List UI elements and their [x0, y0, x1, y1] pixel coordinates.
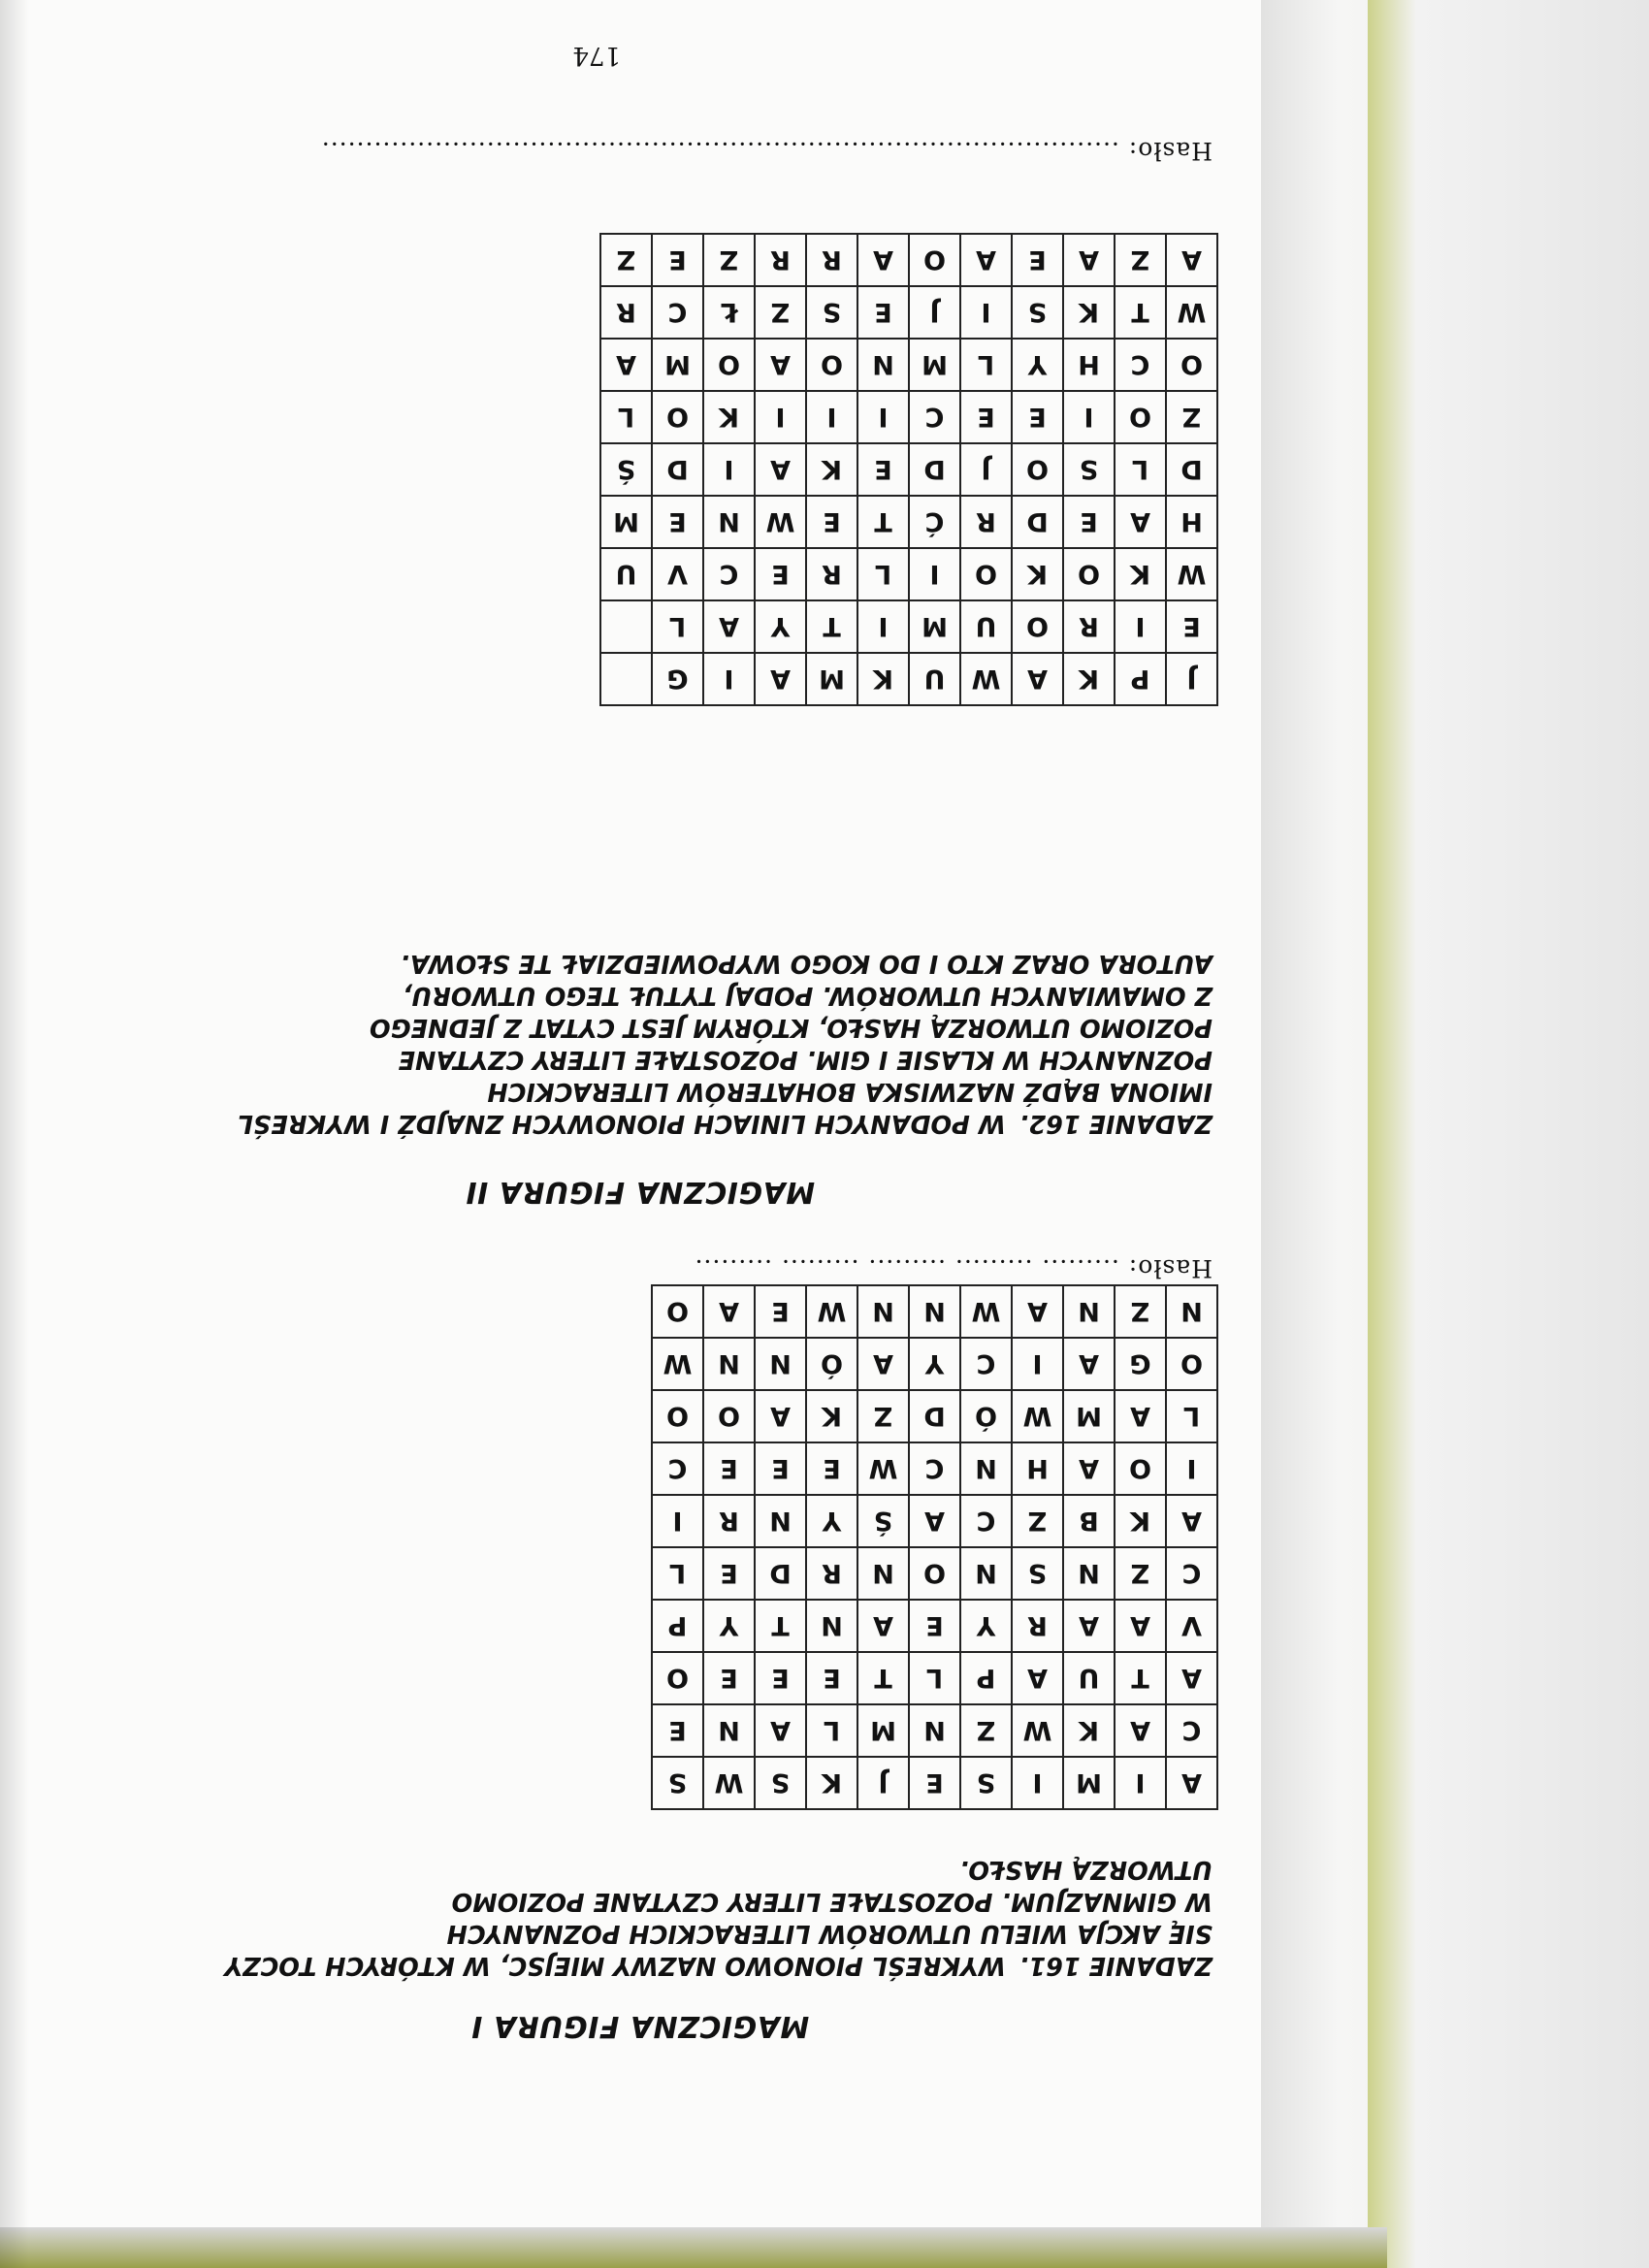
grid-cell[interactable]: N [755, 1495, 806, 1547]
answer-line-2 [321, 137, 1212, 165]
answer-blank[interactable]: ......... ......... ......... ......... ......... [694, 1254, 1119, 1282]
grid-cell[interactable]: O [909, 234, 960, 286]
grid-cell[interactable] [600, 600, 652, 653]
grid-cell[interactable]: M [600, 496, 652, 548]
grid-cell[interactable]: I [1115, 600, 1166, 653]
instruction-line: UTWORZĄ HASŁO. [959, 1855, 1212, 1884]
grid-row [652, 1442, 1217, 1495]
grid-cell[interactable]: S [652, 1757, 703, 1809]
grid-cell[interactable]: W [806, 1285, 857, 1338]
grid-cell[interactable]: M [909, 600, 960, 653]
grid-cell[interactable]: S [755, 1757, 806, 1809]
grid-cell[interactable]: W [960, 653, 1012, 705]
grid-cell[interactable]: S [1063, 443, 1115, 496]
grid-cell[interactable]: Z [1012, 1495, 1063, 1547]
grid-cell[interactable]: H [1012, 1442, 1063, 1495]
grid-cell[interactable]: A [1012, 1285, 1063, 1338]
grid-cell[interactable]: A [1063, 234, 1115, 286]
instruction-line: WYKREŚL PIONOWO NAZWY MIEJSC, W KTÓRYCH TOCZY [224, 1951, 1006, 1980]
grid-cell[interactable]: N [1063, 1285, 1115, 1338]
section-heading-1: MAGICZNA FIGURA I [470, 2009, 810, 2043]
grid-cell[interactable]: E [960, 391, 1012, 443]
grid-cell[interactable]: T [806, 600, 857, 653]
grid-cell[interactable]: A [1012, 653, 1063, 705]
grid-cell[interactable]: J [1166, 653, 1217, 705]
grid-cell[interactable]: Z [1115, 1547, 1166, 1600]
grid-cell[interactable]: O [1166, 339, 1217, 391]
grid-cell[interactable]: W [857, 1442, 909, 1495]
grid-cell[interactable]: I [1012, 1757, 1063, 1809]
grid-row [652, 1495, 1217, 1547]
grid-cell[interactable]: N [755, 1338, 806, 1390]
grid-cell[interactable]: O [652, 1285, 703, 1338]
grid-cell[interactable]: J [960, 443, 1012, 496]
grid-cell[interactable]: E [1063, 496, 1115, 548]
grid-cell[interactable]: Ś [600, 443, 652, 496]
grid-cell[interactable]: W [703, 1757, 755, 1809]
task-number: ZADANIE 162. [1018, 1109, 1212, 1138]
grid-cell[interactable]: R [960, 496, 1012, 548]
grid-cell[interactable]: I [857, 391, 909, 443]
grid-cell[interactable]: R [703, 1495, 755, 1547]
grid-row [652, 1547, 1217, 1600]
grid-cell[interactable]: N [960, 1442, 1012, 1495]
grid-cell[interactable]: V [652, 548, 703, 600]
section-heading-2: MAGICZNA FIGURA II [465, 1175, 816, 1209]
grid-cell[interactable]: R [806, 1547, 857, 1600]
grid-cell[interactable]: K [806, 1390, 857, 1442]
grid-cell[interactable]: A [857, 1600, 909, 1652]
grid-cell[interactable]: K [703, 391, 755, 443]
grid-row [600, 391, 1217, 443]
grid-cell[interactable]: C [1166, 1704, 1217, 1757]
page-number: 174 [572, 41, 621, 70]
grid-cell[interactable]: A [755, 339, 806, 391]
grid-cell[interactable]: I [1115, 1757, 1166, 1809]
grid-cell[interactable]: O [652, 391, 703, 443]
grid-cell[interactable]: E [857, 443, 909, 496]
task-number: ZADANIE 161. [1018, 1951, 1212, 1980]
grid-cell[interactable]: E [703, 1442, 755, 1495]
grid-cell[interactable]: H [1166, 496, 1217, 548]
grid-cell[interactable]: E [1012, 234, 1063, 286]
grid-cell[interactable]: A [600, 339, 652, 391]
grid-cell[interactable]: O [703, 339, 755, 391]
grid-cell[interactable]: S [1012, 1547, 1063, 1600]
grid-cell[interactable]: E [1166, 600, 1217, 653]
grid-cell[interactable]: E [755, 1285, 806, 1338]
grid-row [600, 339, 1217, 391]
grid-row [600, 286, 1217, 339]
grid-cell[interactable]: K [1115, 1495, 1166, 1547]
grid-cell[interactable]: O [806, 339, 857, 391]
grid-cell[interactable]: I [703, 653, 755, 705]
grid-cell[interactable]: Y [960, 1600, 1012, 1652]
grid-cell[interactable]: A [1166, 234, 1217, 286]
grid-cell[interactable]: M [857, 1704, 909, 1757]
grid-cell[interactable]: Ś [857, 1495, 909, 1547]
grid-cell[interactable]: Y [806, 1495, 857, 1547]
grid-cell[interactable]: R [755, 234, 806, 286]
grid-cell[interactable]: Z [1115, 234, 1166, 286]
grid-cell[interactable]: T [857, 496, 909, 548]
grid-cell[interactable]: R [806, 234, 857, 286]
grid-cell[interactable]: B [1063, 1495, 1115, 1547]
grid-cell[interactable]: A [703, 1285, 755, 1338]
grid-cell[interactable]: Z [703, 234, 755, 286]
instruction-line: SIĘ AKCJA WIELU UTWORÓW LITERACKICH POZNANYCH [446, 1919, 1212, 1948]
grid-cell[interactable]: C [652, 286, 703, 339]
grid-row [652, 1652, 1217, 1704]
grid-cell[interactable]: K [857, 653, 909, 705]
grid-cell[interactable]: O [1166, 1338, 1217, 1390]
grid-cell[interactable]: C [909, 1442, 960, 1495]
grid-cell[interactable]: Y [703, 1600, 755, 1652]
grid-row [652, 1390, 1217, 1442]
grid-cell[interactable]: A [1115, 496, 1166, 548]
grid-cell[interactable]: D [652, 443, 703, 496]
grid-cell[interactable]: A [1115, 1600, 1166, 1652]
grid-cell[interactable]: A [1012, 1652, 1063, 1704]
grid-cell[interactable]: K [1115, 548, 1166, 600]
grid-cell[interactable]: L [1115, 443, 1166, 496]
grid-cell[interactable]: O [1012, 600, 1063, 653]
grid-cell[interactable]: O [1012, 443, 1063, 496]
grid-cell[interactable]: W [1012, 1390, 1063, 1442]
grid-row [652, 1285, 1217, 1338]
grid-cell[interactable]: L [806, 1704, 857, 1757]
grid-cell[interactable]: K [1063, 1704, 1115, 1757]
answer-label: Hasło: [1127, 1254, 1212, 1282]
grid-cell[interactable]: Z [857, 1390, 909, 1442]
grid-cell[interactable]: E [806, 496, 857, 548]
instruction-line: AUTORA ORAZ KTO I DO KOGO WYPOWIEDZIAŁ TE SŁOWA. [400, 949, 1212, 978]
grid-cell[interactable]: R [1063, 600, 1115, 653]
grid-cell[interactable]: C [652, 1442, 703, 1495]
grid-cell[interactable]: O [652, 1652, 703, 1704]
grid-cell[interactable]: L [652, 1547, 703, 1600]
grid-cell[interactable]: Y [909, 1338, 960, 1390]
grid-cell[interactable] [600, 653, 652, 705]
grid-cell[interactable]: E [703, 1652, 755, 1704]
grid-cell[interactable]: E [909, 1757, 960, 1809]
grid-cell[interactable]: E [755, 548, 806, 600]
grid-cell[interactable]: O [652, 1390, 703, 1442]
grid-cell[interactable]: Ć [909, 496, 960, 548]
grid-cell[interactable]: N [703, 496, 755, 548]
grid-cell[interactable]: N [960, 1547, 1012, 1600]
grid-cell[interactable]: R [806, 548, 857, 600]
word-search-grid-2 [599, 233, 1218, 706]
grid-cell[interactable]: O [960, 548, 1012, 600]
instruction-line: POZIOMO UTWORZĄ HASŁO, KTÓRYM JEST CYTAT Z JEDNEGO [369, 1013, 1212, 1042]
grid-cell[interactable]: C [960, 1495, 1012, 1547]
grid-cell[interactable]: K [806, 443, 857, 496]
grid-cell[interactable]: M [1063, 1757, 1115, 1809]
grid-cell[interactable]: W [960, 1285, 1012, 1338]
grid-cell[interactable]: S [806, 286, 857, 339]
grid-row [600, 653, 1217, 705]
grid-cell[interactable]: Z [755, 286, 806, 339]
instruction-line: W PODANYCH LINIACH PIONOWYCH ZNAJDŹ I WYKREŚL [237, 1109, 1006, 1138]
grid-cell[interactable]: N [806, 1600, 857, 1652]
grid-cell[interactable]: I [909, 548, 960, 600]
grid-cell[interactable]: A [1063, 1442, 1115, 1495]
grid-cell[interactable]: M [652, 339, 703, 391]
grid-cell[interactable]: H [1063, 339, 1115, 391]
grid-row [652, 1757, 1217, 1809]
instruction-line: Z OMAWIANYCH UTWORÓW. PODAJ TYTUŁ TEGO UTWORU, [402, 981, 1212, 1010]
grid-cell[interactable]: I [1063, 391, 1115, 443]
grid-cell[interactable]: S [1012, 286, 1063, 339]
grid-cell[interactable]: Z [1166, 391, 1217, 443]
grid-cell[interactable]: A [1063, 1338, 1115, 1390]
grid-cell[interactable]: C [1166, 1547, 1217, 1600]
instruction-line: POZNANYCH W KLASIE I GIM. POZOSTAŁE LITERY CZYTANE [398, 1045, 1212, 1074]
grid-cell[interactable]: A [1115, 1704, 1166, 1757]
grid-cell[interactable]: Ó [806, 1338, 857, 1390]
grid-cell[interactable]: A [1166, 1652, 1217, 1704]
book-gutter [1261, 0, 1649, 2268]
grid-cell[interactable]: A [960, 234, 1012, 286]
grid-cell[interactable]: L [960, 339, 1012, 391]
grid-cell[interactable]: V [1166, 1600, 1217, 1652]
grid-row [600, 600, 1217, 653]
instruction-line: IMIONA BĄDŹ NAZWISKA BOHATERÓW LITERACKICH [487, 1077, 1212, 1106]
task-161 [19, 1853, 1212, 1981]
task-162 [19, 947, 1212, 1139]
grid-cell[interactable]: Ł [703, 286, 755, 339]
answer-line-1 [695, 1254, 1212, 1282]
grid-cell[interactable]: E [703, 1547, 755, 1600]
grid-cell[interactable]: N [857, 1285, 909, 1338]
grid-cell[interactable]: L [857, 548, 909, 600]
grid-cell[interactable]: N [1166, 1285, 1217, 1338]
grid-cell[interactable]: J [909, 286, 960, 339]
grid-cell[interactable]: E [1012, 391, 1063, 443]
grid-cell[interactable]: O [703, 1390, 755, 1442]
grid-row [652, 1704, 1217, 1757]
grid-cell[interactable]: I [703, 443, 755, 496]
grid-cell[interactable]: W [652, 1338, 703, 1390]
grid-cell[interactable]: T [857, 1652, 909, 1704]
grid-cell[interactable]: L [652, 600, 703, 653]
grid-cell[interactable]: U [960, 600, 1012, 653]
grid-cell[interactable]: Z [960, 1704, 1012, 1757]
grid-cell[interactable]: A [703, 600, 755, 653]
grid-cell[interactable]: W [755, 496, 806, 548]
grid-cell[interactable]: O [1063, 548, 1115, 600]
grid-cell[interactable]: A [755, 1704, 806, 1757]
grid-cell[interactable]: N [909, 1704, 960, 1757]
grid-cell[interactable]: I [755, 391, 806, 443]
grid-cell[interactable]: L [1166, 1390, 1217, 1442]
grid-cell[interactable]: N [857, 1547, 909, 1600]
grid-cell[interactable]: I [857, 600, 909, 653]
grid-cell[interactable]: I [1012, 1338, 1063, 1390]
grid-cell[interactable]: K [1063, 653, 1115, 705]
grid-cell[interactable]: E [652, 496, 703, 548]
grid-cell[interactable]: E [806, 1652, 857, 1704]
grid-cell[interactable]: E [755, 1442, 806, 1495]
grid-cell[interactable]: L [909, 1652, 960, 1704]
grid-cell[interactable]: C [909, 391, 960, 443]
instruction-line: W GIMNAZJUM. POZOSTAŁE LITERY CZYTANE POZIOMO [451, 1887, 1212, 1916]
grid-cell[interactable]: R [600, 286, 652, 339]
grid-row [600, 443, 1217, 496]
grid-cell[interactable]: I [1166, 1442, 1217, 1495]
grid-cell[interactable]: D [909, 443, 960, 496]
grid-cell[interactable]: P [960, 1652, 1012, 1704]
grid-cell[interactable]: A [857, 234, 909, 286]
grid-cell[interactable]: T [755, 1600, 806, 1652]
grid-cell[interactable]: E [909, 1600, 960, 1652]
grid-cell[interactable]: G [652, 653, 703, 705]
grid-cell[interactable]: E [652, 234, 703, 286]
grid-cell[interactable]: A [755, 443, 806, 496]
grid-cell[interactable]: M [806, 653, 857, 705]
grid-row [600, 496, 1217, 548]
grid-row [652, 1600, 1217, 1652]
grid-cell[interactable]: T [1115, 286, 1166, 339]
grid-cell[interactable]: E [857, 286, 909, 339]
grid-cell[interactable]: Y [1012, 339, 1063, 391]
grid-cell[interactable]: A [909, 1495, 960, 1547]
grid-cell[interactable]: I [960, 286, 1012, 339]
grid-cell[interactable]: P [1115, 653, 1166, 705]
grid-cell[interactable]: S [960, 1757, 1012, 1809]
grid-cell[interactable]: Z [1115, 1285, 1166, 1338]
grid-cell[interactable]: D [1166, 443, 1217, 496]
grid-cell[interactable]: I [652, 1495, 703, 1547]
grid-cell[interactable]: N [703, 1338, 755, 1390]
grid-row [600, 548, 1217, 600]
grid-cell[interactable]: O [909, 1547, 960, 1600]
grid-cell[interactable]: A [755, 653, 806, 705]
word-search-grid-1 [651, 1284, 1218, 1810]
grid-cell[interactable]: Ó [960, 1390, 1012, 1442]
grid-cell[interactable]: E [755, 1652, 806, 1704]
answer-label: Hasło: [1127, 137, 1212, 165]
grid-cell[interactable]: E [806, 1442, 857, 1495]
grid-cell[interactable]: T [1115, 1652, 1166, 1704]
grid-cell[interactable]: M [1063, 1390, 1115, 1442]
grid-cell[interactable]: N [857, 339, 909, 391]
grid-cell[interactable]: A [1115, 1390, 1166, 1442]
grid-cell[interactable]: A [755, 1390, 806, 1442]
grid-cell[interactable]: W [1012, 1704, 1063, 1757]
grid-cell[interactable]: L [600, 391, 652, 443]
grid-cell[interactable]: W [1166, 286, 1217, 339]
grid-cell[interactable]: U [909, 653, 960, 705]
grid-cell[interactable]: O [1115, 1442, 1166, 1495]
grid-row [652, 1338, 1217, 1390]
grid-cell[interactable]: C [1115, 339, 1166, 391]
grid-cell[interactable]: Y [755, 600, 806, 653]
grid-cell[interactable]: A [1166, 1757, 1217, 1809]
grid-cell[interactable]: K [1012, 548, 1063, 600]
grid-cell[interactable]: D [755, 1547, 806, 1600]
grid-cell[interactable]: E [652, 1704, 703, 1757]
grid-cell[interactable]: K [806, 1757, 857, 1809]
grid-cell[interactable]: O [1115, 391, 1166, 443]
grid-cell[interactable]: K [1063, 286, 1115, 339]
grid-cell[interactable]: J [857, 1757, 909, 1809]
grid-cell[interactable]: P [652, 1600, 703, 1652]
grid-cell[interactable]: N [703, 1704, 755, 1757]
grid-cell[interactable]: A [857, 1338, 909, 1390]
grid-cell[interactable]: M [909, 339, 960, 391]
grid-cell[interactable]: N [1063, 1547, 1115, 1600]
grid-cell[interactable]: A [1063, 1600, 1115, 1652]
grid-cell[interactable]: Z [600, 234, 652, 286]
grid-cell[interactable]: N [909, 1285, 960, 1338]
grid-cell[interactable]: D [1012, 496, 1063, 548]
grid-cell[interactable]: I [806, 391, 857, 443]
grid-cell[interactable]: D [909, 1390, 960, 1442]
grid-cell[interactable]: R [1012, 1600, 1063, 1652]
grid-cell[interactable]: C [960, 1338, 1012, 1390]
grid-cell[interactable]: W [1166, 548, 1217, 600]
grid-cell[interactable]: G [1115, 1338, 1166, 1390]
grid-row [600, 234, 1217, 286]
grid-cell[interactable]: U [1063, 1652, 1115, 1704]
answer-blank[interactable]: ............................................................................................ [320, 137, 1119, 165]
grid-cell[interactable]: A [1166, 1495, 1217, 1547]
grid-cell[interactable]: C [703, 548, 755, 600]
grid-cell[interactable]: U [600, 548, 652, 600]
